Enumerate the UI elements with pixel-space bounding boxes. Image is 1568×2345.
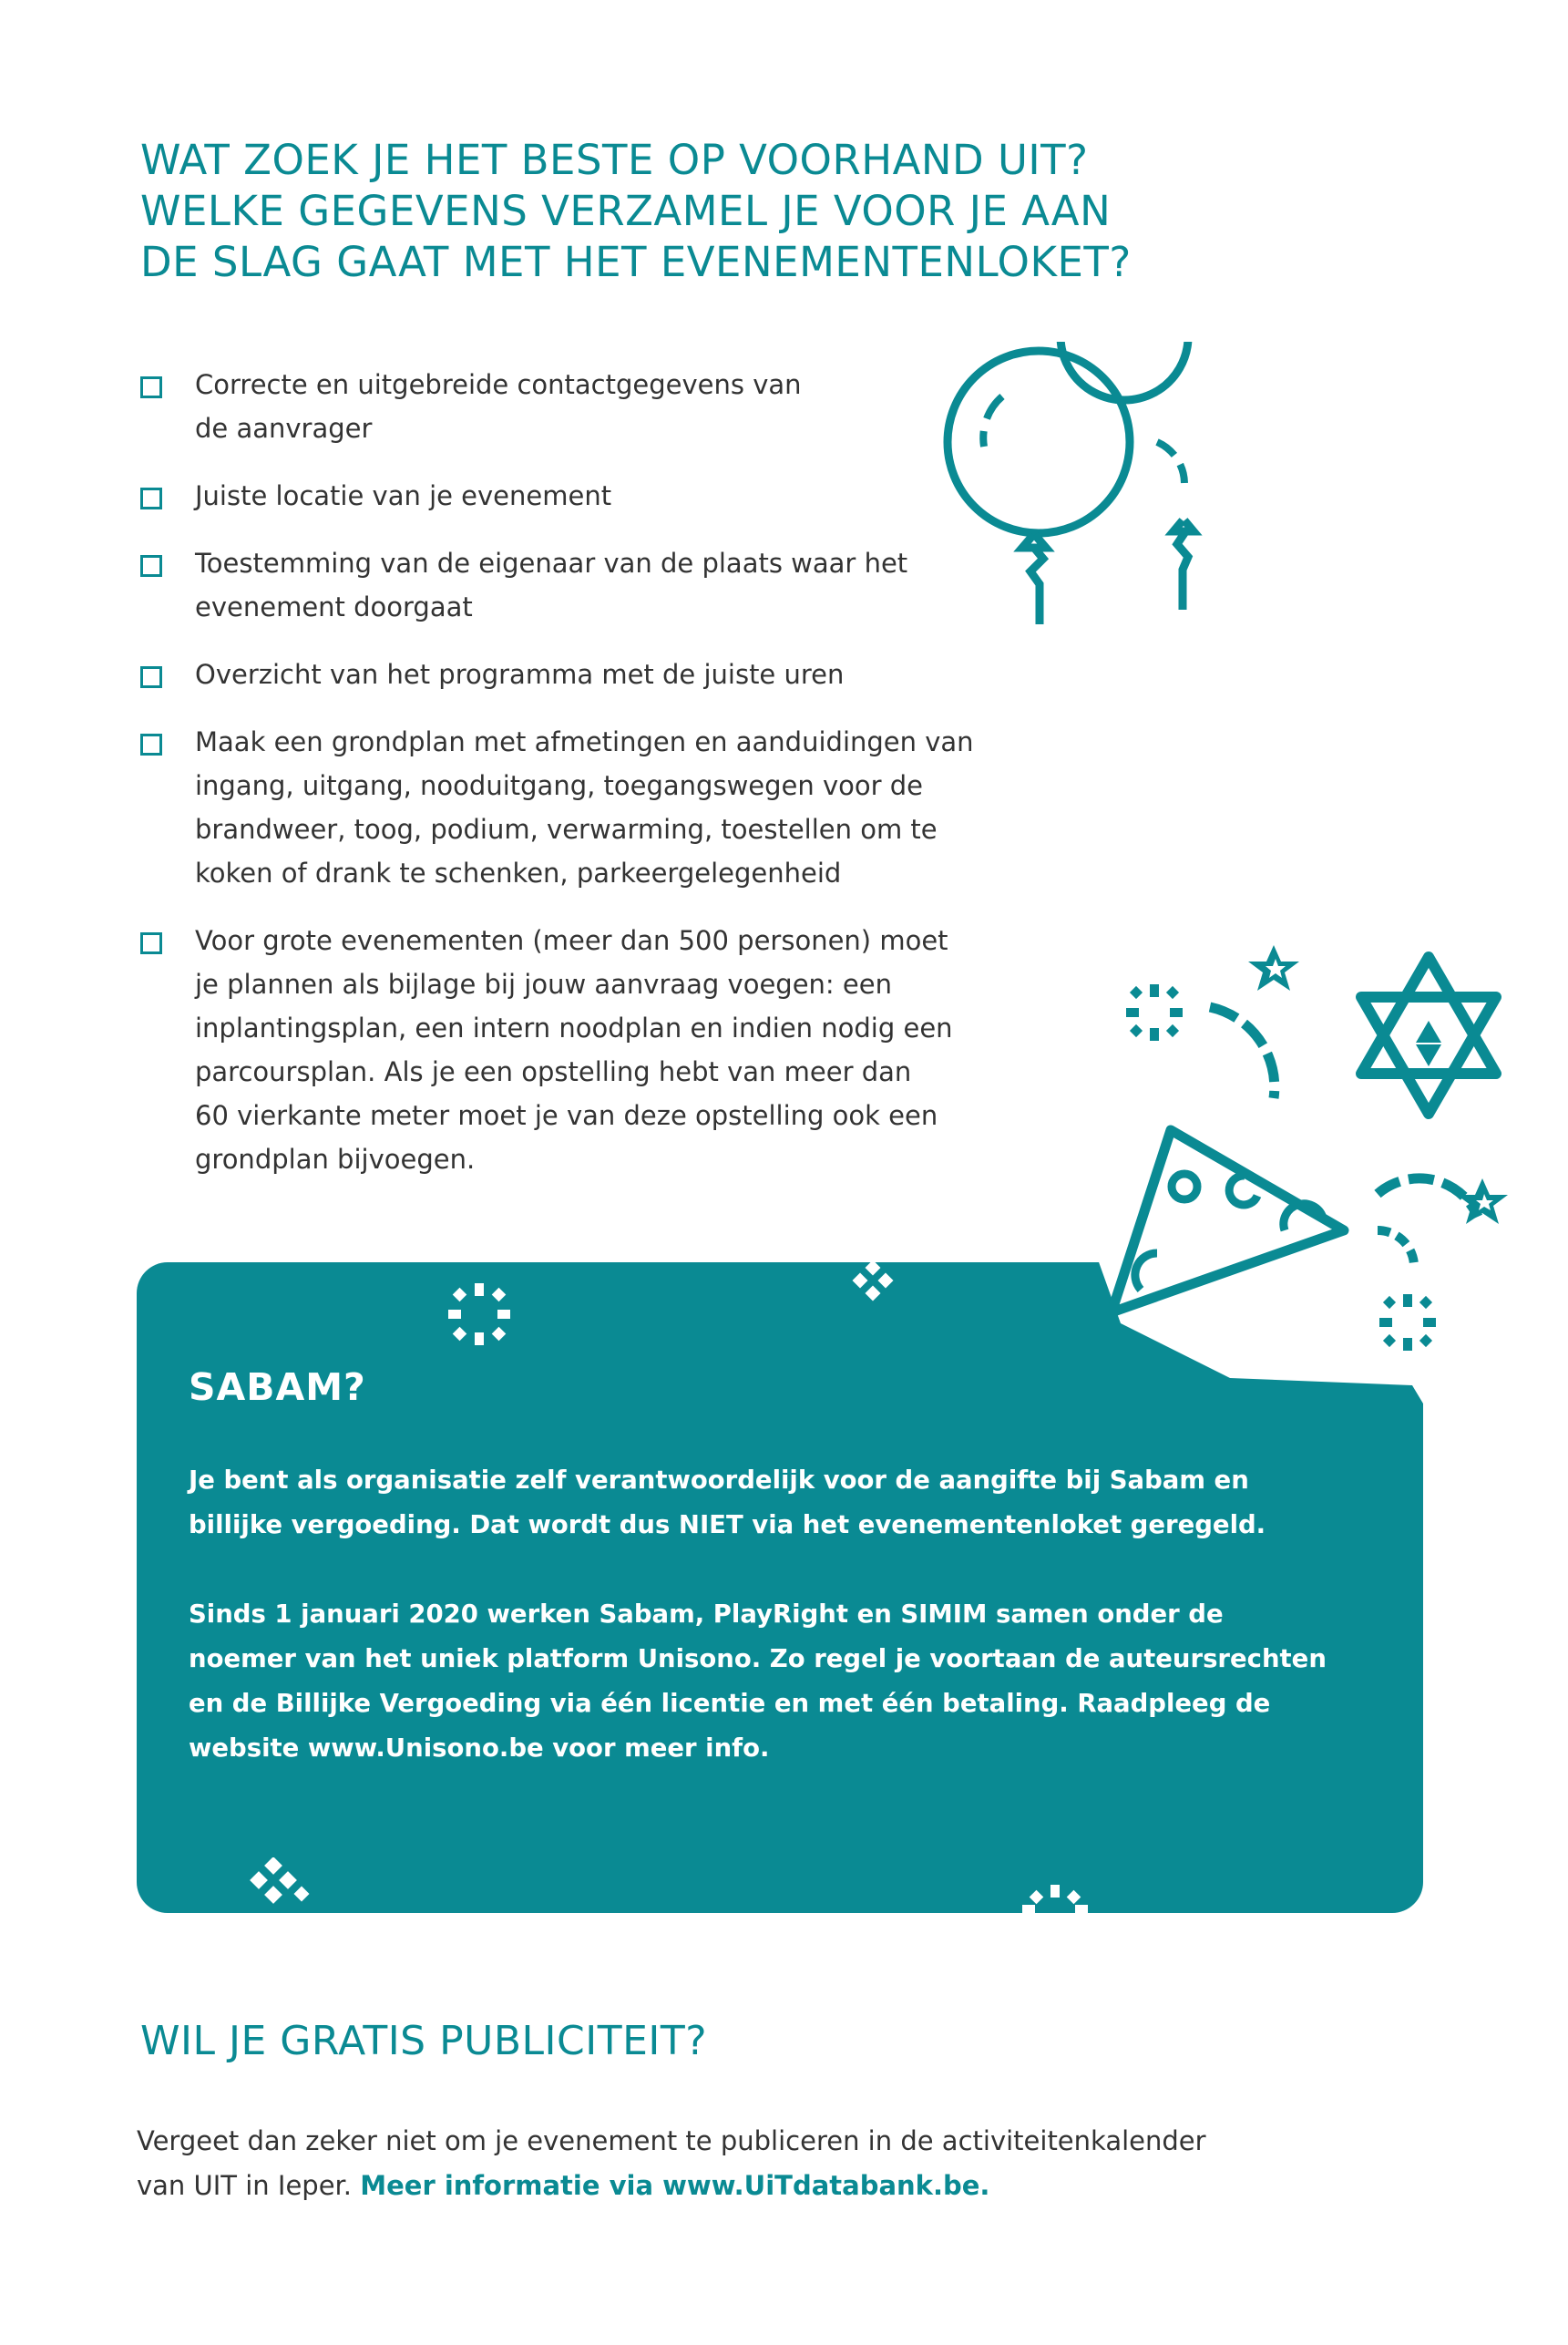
checklist-item <box>140 653 1006 696</box>
checklist-line: Correcte en uitgebreide contactgegevens van <box>195 369 802 400</box>
balloons-icon <box>938 342 1239 633</box>
checklist-line: ingang, uitgang, nooduitgang, toegangswegen voor de <box>195 770 924 801</box>
confetti-icon <box>847 1262 902 1308</box>
sabam-line: billijke vergoeding. Dat wordt dus NIET via het evenementenloket geregeld. <box>189 1510 1266 1539</box>
sabam-line: en de Billijke Vergoeding via één licentie en met één betaling. Raadpleeg de <box>189 1689 1271 1718</box>
checklist-item <box>140 919 1006 1181</box>
checklist-line: de aanvrager <box>195 413 373 444</box>
checkbox-icon <box>140 666 162 688</box>
checklist <box>140 363 1006 1205</box>
party-hat-icon <box>1084 930 1522 1413</box>
page-title-line: WELKE GEGEVENS VERZAMEL JE VOOR JE AAN <box>140 187 1112 235</box>
sabam-body <box>189 1458 1373 1815</box>
checklist-line: Voor grote evenementen (meer dan 500 personen) moet <box>195 925 948 956</box>
sabam-paragraph <box>189 1592 1373 1771</box>
checklist-line: inplantingsplan, een intern noodplan en indien nodig een <box>195 1013 953 1044</box>
checklist-item <box>140 541 1006 629</box>
sabam-line: Sinds 1 januari 2020 werken Sabam, PlayRight en SIMIM samen onder de <box>189 1599 1224 1629</box>
checkbox-icon <box>140 376 162 398</box>
sabam-line: noemer van het uniek platform Unisono. Zo regel je voortaan de auteursrechten <box>189 1644 1327 1673</box>
checklist-item <box>140 720 1006 895</box>
page-title-line: WAT ZOEK JE HET BESTE OP VOORHAND UIT? <box>140 136 1089 184</box>
uitdatabank-link[interactable]: Meer informatie via www.UiTdatabank.be. <box>360 2170 990 2201</box>
checklist-item <box>140 363 1006 450</box>
sabam-line: Je bent als organisatie zelf verantwoordelijk voor de aangifte bij Sabam en <box>189 1466 1249 1495</box>
publicity-text <box>137 2119 1321 2208</box>
checklist-line: Maak een grondplan met afmetingen en aanduidingen van <box>195 726 974 757</box>
page-title <box>140 135 1234 288</box>
sparkle-icon <box>1019 1883 1091 1914</box>
sabam-paragraph <box>189 1458 1373 1548</box>
checkbox-icon <box>140 734 162 756</box>
checklist-line: je plannen als bijlage bij jouw aanvraag voegen: een <box>195 969 892 1000</box>
publicity-line: Vergeet dan zeker niet om je evenement te publiceren in de activiteitenkalender <box>137 2125 1206 2156</box>
checkbox-icon <box>140 932 162 954</box>
checkbox-icon <box>140 555 162 577</box>
sabam-title: SABAM? <box>189 1365 366 1409</box>
checklist-line: evenement doorgaat <box>195 591 473 622</box>
checklist-line: Overzicht van het programma met de juiste uren <box>195 659 845 690</box>
checklist-line: Juiste locatie van je evenement <box>195 480 612 511</box>
checklist-line: grondplan bijvoegen. <box>195 1144 476 1175</box>
publicity-heading: WIL JE GRATIS PUBLICITEIT? <box>140 2018 708 2064</box>
checklist-item <box>140 474 1006 518</box>
checklist-line: parcoursplan. Als je een opstelling hebt van meer dan <box>195 1056 912 1087</box>
page-title-line: DE SLAG GAAT MET HET EVENEMENTENLOKET? <box>140 238 1132 286</box>
checklist-line: brandweer, toog, podium, verwarming, toestellen om te <box>195 814 938 845</box>
checklist-line: Toestemming van de eigenaar van de plaats waar het <box>195 548 908 579</box>
checklist-line: 60 vierkante meter moet je van deze opstelling ook een <box>195 1100 938 1131</box>
publicity-line: van UIT in Ieper. <box>137 2170 361 2201</box>
sabam-line: website www.Unisono.be voor meer info. <box>189 1733 770 1763</box>
confetti-icon <box>241 1857 314 1912</box>
checkbox-icon <box>140 488 162 509</box>
sparkle-icon <box>445 1280 514 1349</box>
checklist-line: koken of drank te schenken, parkeergelegenheid <box>195 858 842 889</box>
